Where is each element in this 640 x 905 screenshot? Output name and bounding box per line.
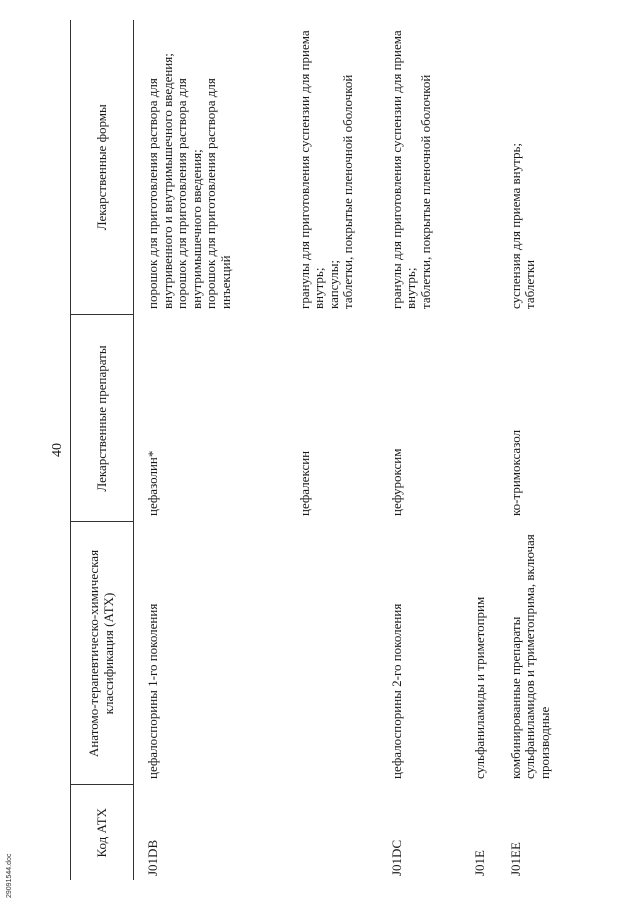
dosage-form: порошок для приготовления раствора для внутримышечного введения; bbox=[174, 78, 204, 309]
dosage-forms bbox=[378, 20, 461, 315]
header-atc-classification: Анатомо-терапевтическо-химическая классификация (АТХ) bbox=[71, 522, 134, 785]
atc-code: J01EE bbox=[507, 842, 523, 876]
atc-code: J01DB bbox=[145, 839, 160, 876]
dosage-forms bbox=[134, 20, 286, 315]
table-header-row bbox=[71, 20, 134, 880]
dosage-form: таблетки bbox=[522, 259, 538, 309]
drug-name bbox=[461, 315, 497, 522]
dosage-form: порошок для приготовления раствора для инъекций bbox=[203, 78, 233, 309]
table-row bbox=[461, 20, 497, 880]
drug-name: ко-тримоксазол bbox=[507, 429, 523, 516]
footer-file-name: 29091544.doc bbox=[6, 853, 13, 898]
header-atc-code: Код АТХ bbox=[71, 785, 134, 880]
rotated-page bbox=[40, 20, 600, 880]
dosage-form: капсулы; bbox=[325, 259, 341, 309]
atc-classification: сульфаниламиды и триметоприм bbox=[471, 596, 487, 779]
atc-table bbox=[70, 20, 567, 880]
drug-name: цефуроксим bbox=[388, 448, 404, 516]
atc-classification bbox=[286, 522, 378, 785]
dosage-form: порошок для приготовления раствора для внутривенного и внутримышечного введения; bbox=[145, 53, 175, 309]
dosage-forms bbox=[461, 20, 497, 315]
atc-classification: комбинированные препараты сульфаниламидов и триметоприма, включая производные bbox=[507, 534, 552, 779]
table-row bbox=[134, 20, 286, 880]
dosage-form: суспензия для приема внутрь; bbox=[507, 142, 523, 309]
table-row bbox=[497, 20, 567, 880]
table-row bbox=[378, 20, 461, 880]
atc-code: J01DC bbox=[388, 839, 404, 876]
header-drugs: Лекарственные препараты bbox=[71, 315, 134, 522]
atc-classification: цефалоспорины 1-го поколения bbox=[145, 603, 160, 779]
dosage-forms bbox=[497, 20, 567, 315]
dosage-form: гранулы для приготовления суспензии для приема внутрь; bbox=[388, 30, 419, 309]
table-row bbox=[286, 20, 378, 880]
drug-name: цефалексин bbox=[296, 450, 312, 516]
dosage-form: таблетки, покрытые пленочной оболочкой bbox=[417, 74, 433, 309]
header-dosage-forms: Лекарственные формы bbox=[71, 20, 134, 315]
dosage-form: таблетки, покрытые пленочной оболочкой bbox=[340, 74, 356, 309]
dosage-forms bbox=[286, 20, 378, 315]
dosage-form: гранулы для приготовления суспензии для приема внутрь; bbox=[296, 30, 327, 309]
page-number: 40 bbox=[50, 443, 65, 457]
drug-name: цефазолин* bbox=[145, 450, 160, 516]
atc-code bbox=[286, 785, 378, 880]
atc-code: J01E bbox=[471, 850, 487, 876]
atc-classification: цефалоспорины 2-го поколения bbox=[388, 603, 404, 779]
